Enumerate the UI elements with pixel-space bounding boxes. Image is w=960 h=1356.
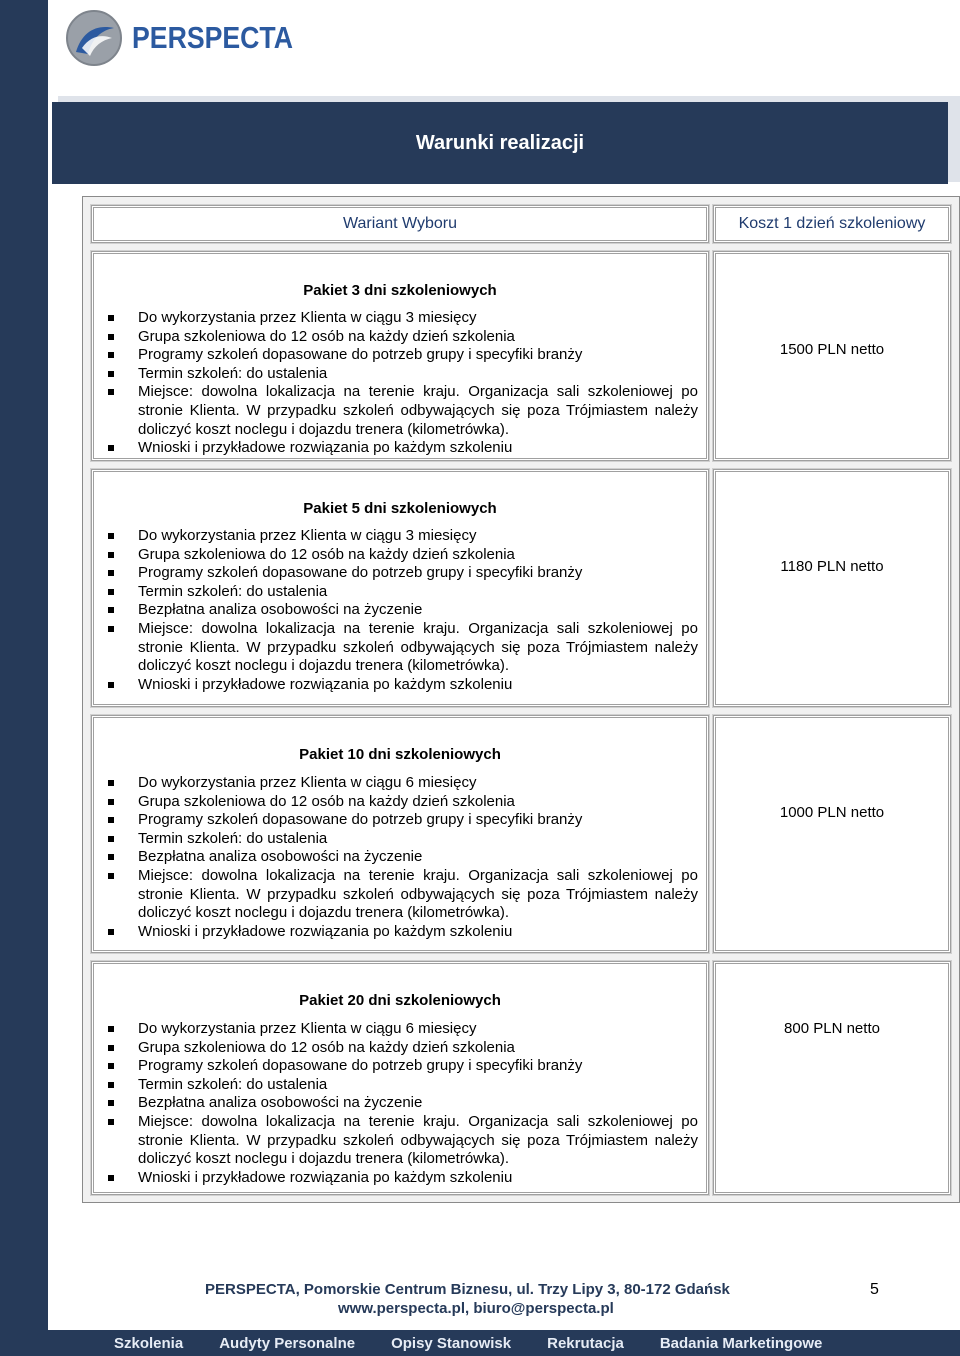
bullet-square-icon	[108, 1063, 114, 1069]
logo-text: PERSPECTA	[132, 20, 293, 55]
list-item: Bezpłatna analiza osobowości na życzenie	[102, 848, 698, 867]
bullet-square-icon	[108, 570, 114, 576]
list-item: Wnioski i przykładowe rozwiązania po każdym szkoleniu	[102, 439, 698, 458]
bullet-square-icon	[108, 315, 114, 321]
bullet-square-icon	[108, 780, 114, 786]
nav-item-szkolenia[interactable]: Szkolenia	[114, 1335, 184, 1352]
list-item: Wnioski i przykładowe rozwiązania po każdym szkoleniu	[102, 1169, 698, 1188]
list-item: Grupa szkoleniowa do 12 osób na każdy dzień szkolenia	[102, 793, 698, 812]
list-item: Programy szkoleń dopasowane do potrzeb grupy i specyfiki branży	[102, 346, 698, 365]
package-title: Pakiet 20 dni szkoleniowych	[299, 992, 501, 1009]
list-item: Bezpłatna analiza osobowości na życzenie	[102, 601, 698, 620]
list-item: Programy szkoleń dopasowane do potrzeb grupy i specyfiki branży	[102, 1057, 698, 1076]
bullet-square-icon	[108, 589, 114, 595]
page-title: Warunki realizacji	[415, 131, 585, 154]
bullet-square-icon	[108, 854, 114, 860]
logo-mark-icon	[62, 8, 126, 68]
title-banner	[52, 102, 948, 184]
header-cell-variant	[91, 205, 709, 243]
logo	[62, 8, 319, 68]
header-cost-label: Koszt 1 dzień szkoleniowy	[738, 215, 926, 232]
package-title: Pakiet 10 dni szkoleniowych	[299, 746, 501, 763]
package-cell-1	[91, 251, 709, 461]
package-bullet-list	[102, 1020, 698, 1187]
bullet-square-icon	[108, 552, 114, 558]
pricing-table	[82, 196, 960, 1203]
price-cell-2	[713, 469, 951, 707]
list-item: Miejsce: dowolna lokalizacja na terenie kraju. Organizacja sali szkoleniowej po stronie Klienta. W przypadku szkoleń odbywających się poza Trójmiastem należy doliczyć koszt noclegu i dojazdu trenera (kilometrówka).	[102, 383, 698, 439]
price-value: 1500 PLN netto	[779, 341, 885, 358]
bullet-square-icon	[108, 817, 114, 823]
price-cell-4	[713, 961, 951, 1195]
bullet-square-icon	[108, 1119, 114, 1125]
nav-item-opisy[interactable]: Opisy Stanowisk	[391, 1335, 512, 1352]
bullet-square-icon	[108, 1100, 114, 1106]
bullet-square-icon	[108, 334, 114, 340]
list-item: Do wykorzystania przez Klienta w ciągu 3 miesięcy	[102, 309, 698, 328]
package-bullet-list	[102, 774, 698, 941]
price-value: 800 PLN netto	[784, 1020, 880, 1037]
list-item: Do wykorzystania przez Klienta w ciągu 6 miesięcy	[102, 774, 698, 793]
package-title: Pakiet 5 dni szkoleniowych	[303, 500, 497, 517]
list-item: Termin szkoleń: do ustalenia	[102, 365, 698, 384]
bullet-square-icon	[108, 371, 114, 377]
list-item: Termin szkoleń: do ustalenia	[102, 830, 698, 849]
list-item: Miejsce: dowolna lokalizacja na terenie kraju. Organizacja sali szkoleniowej po stronie Klienta. W przypadku szkoleń odbywających się poza Trójmiastem należy doliczyć koszt noclegu i dojazdu trenera (kilometrówka).	[102, 1113, 698, 1169]
bullet-square-icon	[108, 682, 114, 688]
footer-address: PERSPECTA, Pomorskie Centrum Biznesu, ul. Trzy Lipy 3, 80-172 Gdańsk	[205, 1281, 730, 1298]
bullet-square-icon	[108, 929, 114, 935]
bullet-square-icon	[108, 533, 114, 539]
list-item: Do wykorzystania przez Klienta w ciągu 6 miesięcy	[102, 1020, 698, 1039]
price-cell-3	[713, 715, 951, 953]
list-item: Programy szkoleń dopasowane do potrzeb grupy i specyfiki branży	[102, 564, 698, 583]
bullet-square-icon	[108, 1082, 114, 1088]
package-cell-3	[91, 715, 709, 953]
bottom-nav	[0, 1331, 960, 1356]
package-cell-4	[91, 961, 709, 1195]
package-bullet-list	[102, 527, 698, 694]
list-item: Bezpłatna analiza osobowości na życzenie	[102, 1094, 698, 1113]
bullet-square-icon	[108, 607, 114, 613]
bullet-square-icon	[108, 873, 114, 879]
bullet-square-icon	[108, 799, 114, 805]
bullet-square-icon	[108, 445, 114, 451]
package-cell-2	[91, 469, 709, 707]
list-item: Programy szkoleń dopasowane do potrzeb grupy i specyfiki branży	[102, 811, 698, 830]
price-cell-1	[713, 251, 951, 461]
header-variant-label: Wariant Wyboru	[343, 215, 457, 232]
page-number: 5	[870, 1281, 879, 1298]
bullet-square-icon	[108, 1045, 114, 1051]
bullet-square-icon	[108, 1026, 114, 1032]
package-bullet-list	[102, 309, 698, 458]
nav-item-audyty[interactable]: Audyty Personalne	[219, 1335, 356, 1352]
list-item: Miejsce: dowolna lokalizacja na terenie kraju. Organizacja sali szkoleniowej po stronie Klienta. W przypadku szkoleń odbywających się poza Trójmiastem należy doliczyć koszt noclegu i dojazdu trenera (kilometrówka).	[102, 867, 698, 923]
list-item: Miejsce: dowolna lokalizacja na terenie kraju. Organizacja sali szkoleniowej po stronie Klienta. W przypadku szkoleń odbywających się poza Trójmiastem należy doliczyć koszt noclegu i dojazdu trenera (kilometrówka).	[102, 620, 698, 676]
list-item: Grupa szkoleniowa do 12 osób na każdy dzień szkolenia	[102, 1039, 698, 1058]
footer-contact: www.perspecta.pl, biuro@perspecta.pl	[338, 1300, 614, 1317]
bullet-square-icon	[108, 836, 114, 842]
nav-item-badania[interactable]: Badania Marketingowe	[659, 1335, 823, 1352]
list-item: Grupa szkoleniowa do 12 osób na każdy dzień szkolenia	[102, 328, 698, 347]
list-item: Termin szkoleń: do ustalenia	[102, 583, 698, 602]
left-decorative-stripe	[0, 0, 48, 1330]
header-cell-cost	[713, 205, 951, 243]
bullet-square-icon	[108, 1175, 114, 1181]
bullet-square-icon	[108, 626, 114, 632]
price-value: 1180 PLN netto	[780, 558, 884, 575]
bullet-square-icon	[108, 389, 114, 395]
list-item: Grupa szkoleniowa do 12 osób na każdy dzień szkolenia	[102, 546, 698, 565]
list-item: Wnioski i przykładowe rozwiązania po każdym szkoleniu	[102, 676, 698, 695]
bullet-square-icon	[108, 352, 114, 358]
list-item: Do wykorzystania przez Klienta w ciągu 3 miesięcy	[102, 527, 698, 546]
nav-item-rekrutacja[interactable]: Rekrutacja	[547, 1335, 624, 1352]
price-value: 1000 PLN netto	[779, 804, 885, 821]
list-item: Wnioski i przykładowe rozwiązania po każdym szkoleniu	[102, 923, 698, 942]
list-item: Termin szkoleń: do ustalenia	[102, 1076, 698, 1095]
package-title: Pakiet 3 dni szkoleniowych	[303, 282, 497, 299]
